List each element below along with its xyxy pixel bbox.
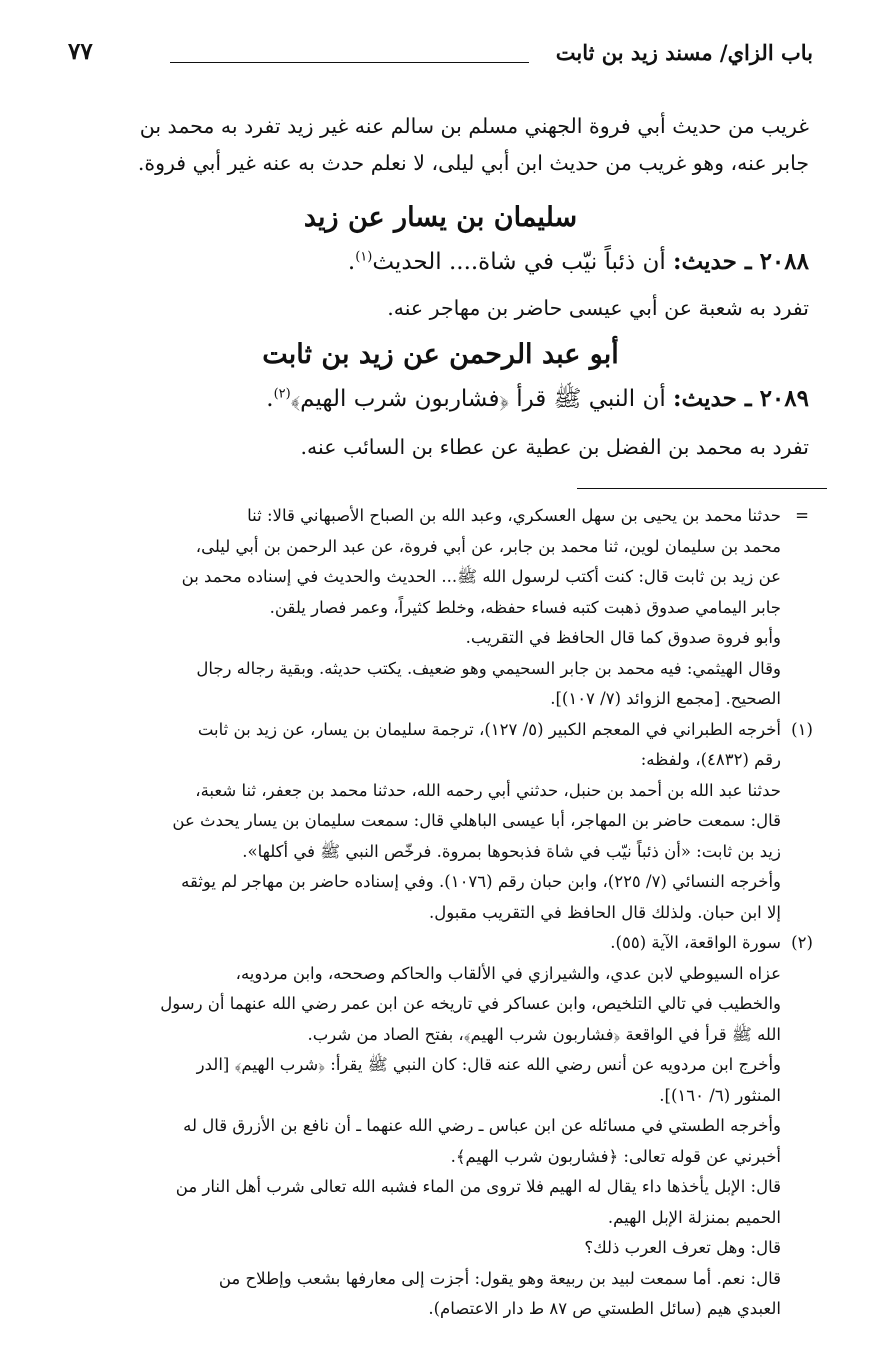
footnote-line: إلا ابن حبان. ولذلك قال الحافظ في التقريب مقبول. [429,902,781,922]
intro-line: غريب من حديث أبي فروة الجهني مسلم بن سالم عنه غير زيد تفرد به محمد بن [139,114,809,138]
footnote-line: جابر اليمامي صدوق ذهبت كتبه فساء حفظه، وخلط كثيراً، وعمر فصار يلقن. [269,597,781,617]
footnote-marker: (١) [791,719,813,739]
footnote-line: والخطيب في تالي التلخيص، وابن عساكر في تاريخه عن ابن عمر رضي الله عنهما أن رسول [160,994,781,1013]
footnotes [60,501,819,1325]
hadith-text: أن ذئباً نيّب في شاة.... الحديث [372,249,666,275]
hadith-2089 [72,379,809,419]
footnote-line: وقال الهيثمي: فيه محمد بن جابر السحيمي وهو ضعيف. يكتب حديثه. وبقية رجاله رجال [196,658,781,678]
hadith-number: ٢٠٨٨ ـ حديث: [673,248,809,275]
running-header [60,32,819,72]
footnote-line: وأبو فروة صدوق كما قال الحافظ في التقريب. [465,628,781,647]
footnote-line: وأخرجه الطستي في مسائله عن ابن عباس ـ رضي الله عنهما ـ أن نافع بن الأزرق قال له [183,1116,781,1135]
footnote-line: قال: سمعت حاضر بن المهاجر، أبا عيسى الباهلي قال: سمعت سليمان بن يسار يحدث عن [172,811,781,830]
footnote-line: قال: الإبل يأخذها داء يقال له الهيم فلا تروى من الماء فشبه الله تعالى شرب أهل النار من [175,1177,781,1196]
footnote-line: أخبرني عن قوله تعالى: ﴿فشاربون شرب الهيم﴾. [450,1146,781,1166]
footnote-line: حدثنا عبد الله بن أحمد بن حنبل، حدثني أبي رحمه الله، حدثنا محمد بن جعفر، ثنا شعبة، [195,780,781,800]
footnote-line: الصحيح. [مجمع الزوائد (٧/ ١٠٧)]. [550,689,781,708]
footnote-item [60,501,809,715]
page-number: ٧٧ [68,38,93,65]
footnote-line: الله ﷺ قرأ في الواقعة ﴿فشاربون شرب الهيم﴾، بفتح الصاد من شرب. [307,1024,781,1044]
section-heading: سليمان بن يسار عن زيد [303,202,578,233]
footnote-line: العبدي هيم (سائل الطستي ص ٨٧ ط دار الاعتصام). [428,1299,781,1318]
footnote-item [60,928,813,1325]
footnote-marker: (٢) [791,933,813,952]
footnote-line: المنثور (٦/ ١٦٠)]. [659,1085,781,1105]
footnote-line: محمد بن سليمان لوين، ثنا محمد بن جابر، عن أبي فروة، عن عبد الرحمن بن أبي ليلى، [195,536,781,556]
hadith-note: تفرد به محمد بن الفضل بن عطية عن عطاء بن السائب عنه. [300,435,809,459]
hadith-note: تفرد به شعبة عن أبي عيسى حاضر بن مهاجر عنه. [387,296,809,320]
hadith-end: . [347,249,356,275]
intro-line: جابر عنه، وهو غريب من حديث ابن أبي ليلى، لا نعلم حدث به عنه غير أبي فروة. [137,151,809,175]
footnote-line: عزاه السيوطي لابن عدي، والشيرازي في الألقاب والحاكم وصححه، وابن مردويه، [235,963,781,983]
header-rule [170,62,529,63]
running-title: باب الزاي/ مسند زيد بن ثابت [555,40,813,65]
hadith-text: أن النبي ﷺ قرأ ﴿فشاربون شرب الهيم﴾ [290,386,666,412]
footnote-line: حدثنا محمد بن يحيى بن سهل العسكري، وعبد الله بن الصباح الأصبهاني قالا: ثنا [247,506,781,525]
footnote-line: أخرجه الطبراني في المعجم الكبير (٥/ ١٢٧)، ترجمة سليمان بن يسار، عن زيد بن ثابت [197,719,781,739]
footnote-line: قال: وهل تعرف العرب ذلك؟ [584,1238,781,1257]
footnote-ref: (٢) [273,386,291,402]
footnote-separator [577,488,827,489]
footnote-line: قال: نعم. أما سمعت لبيد بن ربيعة وهو يقول: أجزت إلى معارفها بشعب وإطلاح من [218,1268,781,1288]
footnote-item [60,715,813,929]
hadith-number: ٢٠٨٩ ـ حديث: [673,385,809,412]
hadith-2088 [72,242,809,282]
footnote-line: وأخرج ابن مردويه عن أنس رضي الله عنه قال: كان النبي ﷺ يقرأ: ﴿شرب الهيم﴾ [الدر [196,1055,781,1074]
section-heading: أبو عبد الرحمن عن زيد بن ثابت [262,339,619,370]
footnote-line: الحميم بمنزلة الإبل الهيم. [607,1207,781,1227]
footnote-line: وأخرجه النسائي (٧/ ٢٢٥)، وابن حبان رقم (١٠٧٦). وفي إسناده حاضر بن مهاجر لم يوثقه [181,872,781,891]
hadith-end: . [266,386,274,412]
main-text [60,108,819,466]
footnote-line: عن زيد بن ثابت قال: كنت أكتب لرسول الله ﷺ... الحديث والحديث في إسناده محمد بن [181,567,781,586]
footnote-line: سورة الواقعة، الآية (٥٥). [610,933,781,952]
footnote-line: رقم (٤٨٣٢)، ولفظه: [640,750,781,769]
footnote-line: زيد بن ثابت: «أن ذئباً نيّب في شاة فذبحوها بمروة. فرخّص النبي ﷺ في أكلها». [242,841,781,861]
footnote-marker: = [795,506,809,525]
footnote-ref: (١) [355,249,373,265]
